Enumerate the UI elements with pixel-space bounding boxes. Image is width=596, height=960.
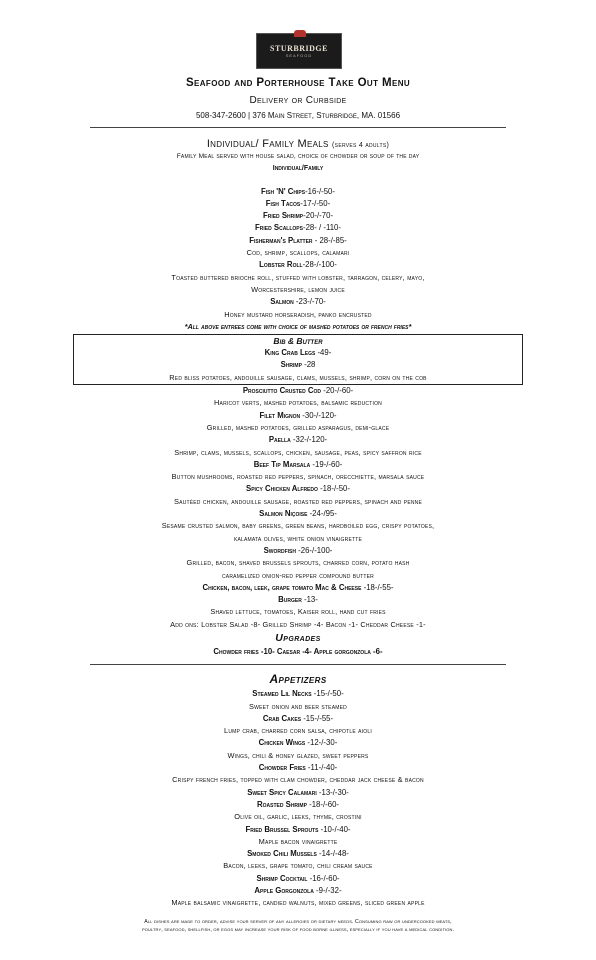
menu-item bbox=[0, 762, 596, 774]
upgrades-line: Chowder fries -10- Caesar -4- Apple gorgonzola -6- bbox=[213, 646, 383, 656]
item-description: Toasted buttered brioche roll, stuffed with lobster, tarragon, celery, mayo, bbox=[171, 272, 425, 282]
item-name: Swordfish bbox=[263, 545, 296, 555]
item-price: - 28-/-85- bbox=[312, 235, 347, 245]
item-name: Fisherman's Platter bbox=[249, 235, 313, 245]
menu-item bbox=[0, 545, 596, 557]
family-note: Family Meal served with house salad, choice of chowder or soup of the day bbox=[176, 153, 420, 160]
item-name: Roasted Shrimp bbox=[256, 799, 307, 809]
item-name: Fried Scallops bbox=[255, 223, 303, 233]
item-price: -9-/-32- bbox=[313, 886, 342, 896]
item-price: -24-/95- bbox=[307, 509, 337, 519]
item-description: Sautéed chicken, andouille sausage, roasted red peppers, spinach and penne bbox=[173, 496, 423, 506]
item-price: -16-/-50- bbox=[305, 186, 335, 196]
item-description: Crispy french fries, topped with clam chowder, cheddar jack cheese & bacon bbox=[172, 775, 424, 785]
item-price: -12-/-30- bbox=[305, 738, 338, 748]
item-description: Button mushrooms, roasted red peppers, spinach, orecchiette, marsala sauce bbox=[171, 472, 425, 482]
item-price: -13-/-30- bbox=[316, 787, 349, 797]
menu-item bbox=[0, 582, 596, 594]
item-name: Crab Cakes bbox=[262, 713, 302, 723]
header-divider bbox=[90, 127, 506, 128]
menu-item bbox=[0, 885, 596, 897]
menu-item bbox=[0, 385, 596, 397]
item-name: Steamed Lil Necks bbox=[252, 689, 312, 699]
item-description: Worcestershire, lemon juice bbox=[251, 284, 345, 294]
item-price: -20-/-60- bbox=[321, 386, 354, 396]
item-name: Smoked Chili Mussels bbox=[247, 849, 317, 859]
menu-item bbox=[0, 410, 596, 422]
menu-item bbox=[0, 483, 596, 495]
menu-title: Seafood and Porterhouse Take Out Menu bbox=[185, 77, 411, 89]
item-price: -14-/-48- bbox=[316, 849, 349, 859]
upgrades-title: Upgrades bbox=[275, 631, 321, 644]
item-description: Olive oil, garlic, leeks, thyme, crostini bbox=[234, 812, 362, 822]
item-name: Paella bbox=[268, 435, 291, 445]
item-description: Add ons: Lobster Salad -8- Grilled Shrimp -4- Bacon -1- Cheddar Cheese -1- bbox=[170, 619, 426, 629]
item-price: -30-/-120- bbox=[300, 410, 337, 420]
item-name: Fish Tacos bbox=[265, 198, 301, 208]
appetizers-divider bbox=[90, 664, 506, 665]
item-price: -16-/-60- bbox=[307, 873, 340, 883]
menu-body bbox=[0, 137, 596, 910]
item-name: Filet Mignon bbox=[259, 410, 301, 420]
logo-sub: SEAFOOD bbox=[285, 53, 313, 58]
item-name: Chicken, bacon, leek, grape tomato Mac & Cheese bbox=[202, 582, 362, 592]
menu-item bbox=[0, 459, 596, 471]
menu-item bbox=[0, 434, 596, 446]
item-description: Sesame crusted salmon, baby greens, green beans, hardboiled egg, crispy potatoes, bbox=[161, 521, 435, 531]
disclaimer-line: poultry, seafood, shellfish, or eggs may increase your risk of food borne illness, especially if you have a medical condition. bbox=[142, 927, 454, 933]
menu-item bbox=[0, 737, 596, 749]
item-price: -18-/-55- bbox=[361, 582, 394, 592]
item-name: Shrimp Cocktail bbox=[256, 873, 308, 883]
bib-butter-box bbox=[73, 334, 523, 385]
menu-item bbox=[0, 688, 596, 700]
menu-item bbox=[0, 296, 596, 308]
item-name: Chowder Fries bbox=[258, 763, 306, 773]
item-price: -15-/-50- bbox=[311, 689, 344, 699]
menu-item bbox=[0, 210, 596, 222]
item-name: Chicken Wings bbox=[258, 738, 306, 748]
bib-items bbox=[74, 347, 522, 372]
item-description: kalamata olives, white onion vinaigrette bbox=[233, 533, 363, 543]
menu-item bbox=[0, 222, 596, 234]
item-name: Shrimp bbox=[280, 360, 302, 370]
main-list bbox=[0, 385, 596, 631]
menu-item bbox=[0, 787, 596, 799]
bib-title: Bib & Butter bbox=[273, 336, 323, 347]
item-name: Fried Brussel Sprouts bbox=[245, 824, 319, 834]
menu-subtitle: Delivery or Curbside bbox=[249, 95, 347, 106]
item-price: -18-/-50- bbox=[317, 484, 350, 494]
item-name: Beef Tip Marsala bbox=[253, 459, 311, 469]
item-description: caramelized onion-red pepper compound butter bbox=[222, 570, 374, 580]
menu-item bbox=[0, 799, 596, 811]
item-description: Grilled, bacon, shaved brussels sprouts, charred corn, potato hash bbox=[186, 558, 410, 568]
item-name: Fried Shrimp bbox=[262, 211, 304, 221]
item-description: Haricot verts, mashed potatoes, balsamic reduction bbox=[214, 398, 382, 408]
logo-brand: STURBRIDGE bbox=[270, 44, 328, 53]
menu-item bbox=[0, 259, 596, 271]
item-name: Salmon Niçoise bbox=[259, 509, 308, 519]
menu-item bbox=[0, 198, 596, 210]
menu-item bbox=[0, 873, 596, 885]
allergy-disclaimer bbox=[30, 918, 566, 934]
item-description: Shaved lettuce, tomatoes, Kaiser roll, hand cut fries bbox=[210, 607, 386, 617]
menu-item bbox=[74, 347, 522, 359]
item-price: -13- bbox=[301, 595, 318, 605]
item-name: Lobster Roll bbox=[259, 260, 303, 270]
item-description: Maple balsamic vinaigrette, candied walnuts, mixed greens, sliced green apple bbox=[171, 898, 425, 908]
contact-line: 508-347-2600 | 376 Main Street, Sturbridge, MA. 01566 bbox=[195, 111, 401, 120]
item-description: Honey mustard horseradish, panko encrusted bbox=[224, 309, 372, 319]
menu-item bbox=[0, 848, 596, 860]
item-description: Shrimp, clams, mussels, scallops, chicken, sausage, peas, spicy saffron rice bbox=[174, 447, 422, 457]
item-name: Prosciutto Crusted Cod bbox=[242, 386, 322, 396]
item-price: -10-/-40- bbox=[318, 824, 351, 834]
item-description: Cod, shrimp, scallops, calamari bbox=[246, 248, 350, 258]
menu-item bbox=[0, 713, 596, 725]
disclaimer-line: All dishes are made to order, advise your server of any allergies or dietary needs. Consuming raw or undercooked meats, bbox=[144, 919, 452, 925]
column-header: Individual/Family bbox=[272, 165, 324, 173]
menu-item bbox=[0, 235, 596, 247]
appetizer-list bbox=[0, 688, 596, 909]
item-price: -32-/-120- bbox=[290, 435, 328, 445]
item-name: Salmon bbox=[270, 297, 294, 307]
entrees-note: *All above entrees come with choice of mashed potatoes or french fries* bbox=[184, 321, 412, 331]
item-description: Grilled, mashed potatoes, grilled asparagus, demi-glace bbox=[206, 422, 390, 432]
item-description: Wings, chili & honey glazed, sweet peppers bbox=[227, 750, 369, 760]
item-name: Fish 'N' Chips bbox=[261, 186, 306, 196]
item-name: Spicy Chicken Alfredo bbox=[246, 484, 318, 494]
item-price: -28 bbox=[301, 360, 316, 370]
item-price: -18-/-60- bbox=[306, 799, 340, 809]
item-price: -49- bbox=[315, 348, 332, 358]
menu-item bbox=[0, 824, 596, 836]
item-description: Maple bacon vinaigrette bbox=[258, 836, 338, 846]
menu-item bbox=[0, 508, 596, 520]
item-price: -11-/-40- bbox=[305, 763, 338, 773]
item-description: Lump crab, charred corn salsa, chipotle aioli bbox=[224, 726, 372, 736]
appetizers-title: Appetizers bbox=[269, 672, 327, 687]
item-description: Sweet onion and beer steamed bbox=[249, 701, 347, 711]
item-name: Apple Gorgonzola bbox=[254, 886, 314, 896]
menu-item bbox=[74, 359, 522, 371]
item-price: -23-/-70- bbox=[293, 297, 326, 307]
crest-icon bbox=[294, 30, 306, 37]
bib-desc: Red bliss potatoes, andouille sausage, clams, mussels, shrimp, corn on the cob bbox=[169, 372, 427, 382]
family-section-title: Individual/ Family Meals (serves 4 adults) bbox=[206, 138, 390, 150]
item-price: -28- / -110- bbox=[302, 223, 341, 233]
item-name: Sweet Spicy Calamari bbox=[247, 787, 317, 797]
menu-item bbox=[0, 594, 596, 606]
item-price: -20-/-70- bbox=[303, 211, 334, 221]
item-price: -26-/-100- bbox=[296, 545, 333, 555]
item-price: -17-/-50- bbox=[300, 198, 331, 208]
item-description: Bacon, leeks, grape tomato, chili cream sauce bbox=[223, 861, 373, 871]
item-price: -19-/-60- bbox=[310, 459, 343, 469]
item-price: -15-/-55- bbox=[301, 713, 334, 723]
menu-item bbox=[0, 186, 596, 198]
restaurant-logo bbox=[256, 33, 342, 69]
item-price: -28-/-100- bbox=[302, 260, 337, 270]
item-name: Burger bbox=[278, 595, 302, 605]
item-name: King Crab Legs bbox=[264, 348, 316, 358]
entree-list bbox=[0, 186, 596, 321]
